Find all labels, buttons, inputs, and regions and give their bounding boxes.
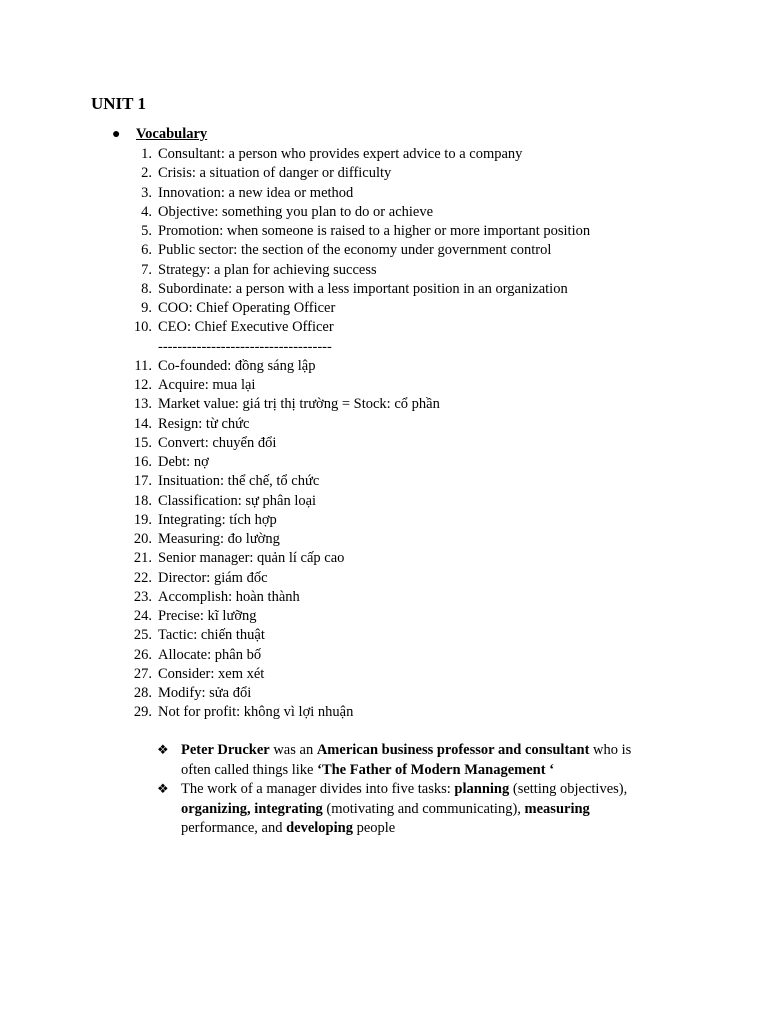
note-item bbox=[157, 780, 657, 839]
list-item bbox=[130, 472, 690, 491]
item-text: Consultant: a person who provides expert advice to a company bbox=[158, 146, 523, 162]
item-number: 9. bbox=[141, 300, 152, 316]
item-text: Innovation: a new idea or method bbox=[158, 184, 354, 201]
item-number: 27. bbox=[133, 665, 152, 682]
item-text: COO: Chief Operating Officer bbox=[158, 300, 336, 316]
item-number: 7. bbox=[141, 261, 152, 278]
list-item bbox=[130, 646, 690, 665]
item-number: 19. bbox=[133, 511, 152, 528]
vocabulary-list bbox=[130, 145, 690, 723]
list-item bbox=[130, 588, 690, 607]
list-item bbox=[130, 376, 690, 395]
list-item bbox=[130, 549, 690, 568]
item-number: 18. bbox=[133, 492, 152, 509]
item-text: Consider: xem xét bbox=[158, 665, 265, 682]
item-text: Tactic: chiến thuật bbox=[158, 627, 265, 644]
item-text: Accomplish: hoàn thành bbox=[158, 588, 300, 605]
list-item bbox=[130, 530, 690, 549]
note-segment: who is often called things like bbox=[181, 742, 632, 778]
list-item bbox=[130, 261, 690, 280]
note-segment: people bbox=[352, 820, 396, 836]
list-item bbox=[130, 607, 690, 626]
list-item bbox=[130, 203, 690, 222]
note-segment: performance, and bbox=[181, 820, 287, 836]
item-number: 24. bbox=[133, 608, 152, 624]
item-text: Debt: nợ bbox=[158, 454, 209, 470]
diamond-bullet-icon: ❖ bbox=[157, 782, 169, 797]
list-separator bbox=[130, 338, 690, 357]
item-number: 4. bbox=[141, 203, 152, 220]
item-number: 17. bbox=[133, 473, 152, 490]
item-text: Measuring: đo lường bbox=[158, 531, 280, 547]
item-text: Not for profit: không vì lợi nhuận bbox=[158, 704, 354, 721]
page-title: UNIT 1 bbox=[91, 94, 146, 113]
item-text: Subordinate: a person with a less important position in an organization bbox=[158, 280, 568, 297]
item-text: Resign: từ chức bbox=[158, 415, 250, 432]
list-item bbox=[130, 357, 690, 376]
item-number: 14. bbox=[133, 415, 152, 432]
notes-list bbox=[157, 741, 657, 839]
separator-line: ------------------------------------ bbox=[158, 338, 332, 355]
item-number: 11. bbox=[134, 357, 152, 374]
list-item bbox=[130, 222, 690, 241]
list-item bbox=[130, 145, 690, 164]
item-number: 10. bbox=[133, 319, 152, 336]
list-item bbox=[130, 164, 690, 183]
list-item bbox=[130, 703, 690, 722]
note-segment: (motivating and communicating), bbox=[322, 800, 525, 817]
note-segment: ‘The Father of Modern Management ‘ bbox=[317, 761, 555, 778]
list-item bbox=[130, 626, 690, 645]
item-number: 28. bbox=[133, 685, 152, 701]
item-number: 23. bbox=[133, 588, 152, 605]
list-item bbox=[130, 415, 690, 434]
item-text: Promotion: when someone is raised to a higher or more important position bbox=[158, 223, 591, 239]
list-item bbox=[130, 511, 690, 530]
list-item bbox=[130, 684, 690, 703]
item-text: CEO: Chief Executive Officer bbox=[158, 319, 334, 336]
list-item bbox=[130, 492, 690, 511]
item-text: Precise: kĩ lưỡng bbox=[158, 608, 257, 624]
item-number: 1. bbox=[141, 146, 152, 162]
note-segment: measuring bbox=[524, 800, 590, 817]
item-text: Market value: giá trị thị trường = Stock: cổ phần bbox=[158, 396, 440, 413]
item-number: 22. bbox=[133, 569, 152, 586]
note-segment: organizing, integrating bbox=[181, 800, 323, 817]
item-number: 12. bbox=[133, 377, 152, 393]
item-text: Strategy: a plan for achieving success bbox=[158, 261, 377, 278]
item-number: 21. bbox=[133, 550, 152, 567]
item-number: 2. bbox=[141, 165, 152, 182]
item-text: Director: giám đốc bbox=[158, 569, 268, 586]
note-segment: Peter Drucker bbox=[181, 742, 270, 758]
item-number: 26. bbox=[133, 646, 152, 663]
item-number: 13. bbox=[133, 396, 152, 413]
item-number: 25. bbox=[133, 627, 152, 644]
item-number: 29. bbox=[133, 704, 152, 721]
list-item bbox=[130, 569, 690, 588]
item-text: Convert: chuyển đổi bbox=[158, 434, 277, 451]
item-number: 5. bbox=[141, 223, 152, 239]
list-item bbox=[130, 434, 690, 453]
item-number: 6. bbox=[141, 242, 152, 259]
item-text: Allocate: phân bố bbox=[158, 646, 262, 663]
list-item bbox=[130, 453, 690, 472]
item-text: Acquire: mua lại bbox=[158, 377, 256, 393]
item-number: 15. bbox=[133, 434, 152, 451]
list-item bbox=[130, 184, 690, 203]
item-number: 8. bbox=[141, 280, 152, 297]
list-item bbox=[130, 299, 690, 318]
diamond-bullet-icon: ❖ bbox=[157, 743, 169, 758]
item-text: Co-founded: đồng sáng lập bbox=[158, 357, 316, 374]
list-item bbox=[130, 280, 690, 299]
note-segment: planning bbox=[454, 781, 510, 797]
note-segment: (setting objectives), bbox=[509, 781, 628, 797]
note-segment: The work of a manager divides into five tasks: bbox=[181, 781, 455, 797]
list-item bbox=[130, 241, 690, 260]
item-text: Integrating: tích hợp bbox=[158, 511, 277, 528]
item-text: Classification: sự phân loại bbox=[158, 492, 317, 509]
item-text: Modify: sửa đổi bbox=[158, 685, 252, 701]
list-item bbox=[130, 665, 690, 684]
note-segment: was an bbox=[269, 742, 317, 758]
item-number: 3. bbox=[141, 184, 152, 201]
list-item bbox=[130, 318, 690, 337]
item-text: Insituation: thể chế, tổ chức bbox=[158, 473, 320, 490]
vocabulary-heading-label: Vocabulary bbox=[136, 126, 208, 142]
item-number: 20. bbox=[133, 531, 152, 547]
item-text: Public sector: the section of the economy under government control bbox=[158, 242, 552, 259]
item-text: Crisis: a situation of danger or difficulty bbox=[158, 165, 392, 182]
note-item bbox=[157, 741, 657, 780]
list-item bbox=[130, 395, 690, 414]
item-text: Senior manager: quản lí cấp cao bbox=[158, 550, 345, 567]
item-number: 16. bbox=[133, 454, 152, 470]
note-segment: developing bbox=[286, 820, 353, 836]
bullet-dot-icon: ● bbox=[112, 127, 121, 142]
note-segment: American business professor and consultant bbox=[316, 742, 590, 758]
item-text: Objective: something you plan to do or achieve bbox=[158, 203, 434, 220]
